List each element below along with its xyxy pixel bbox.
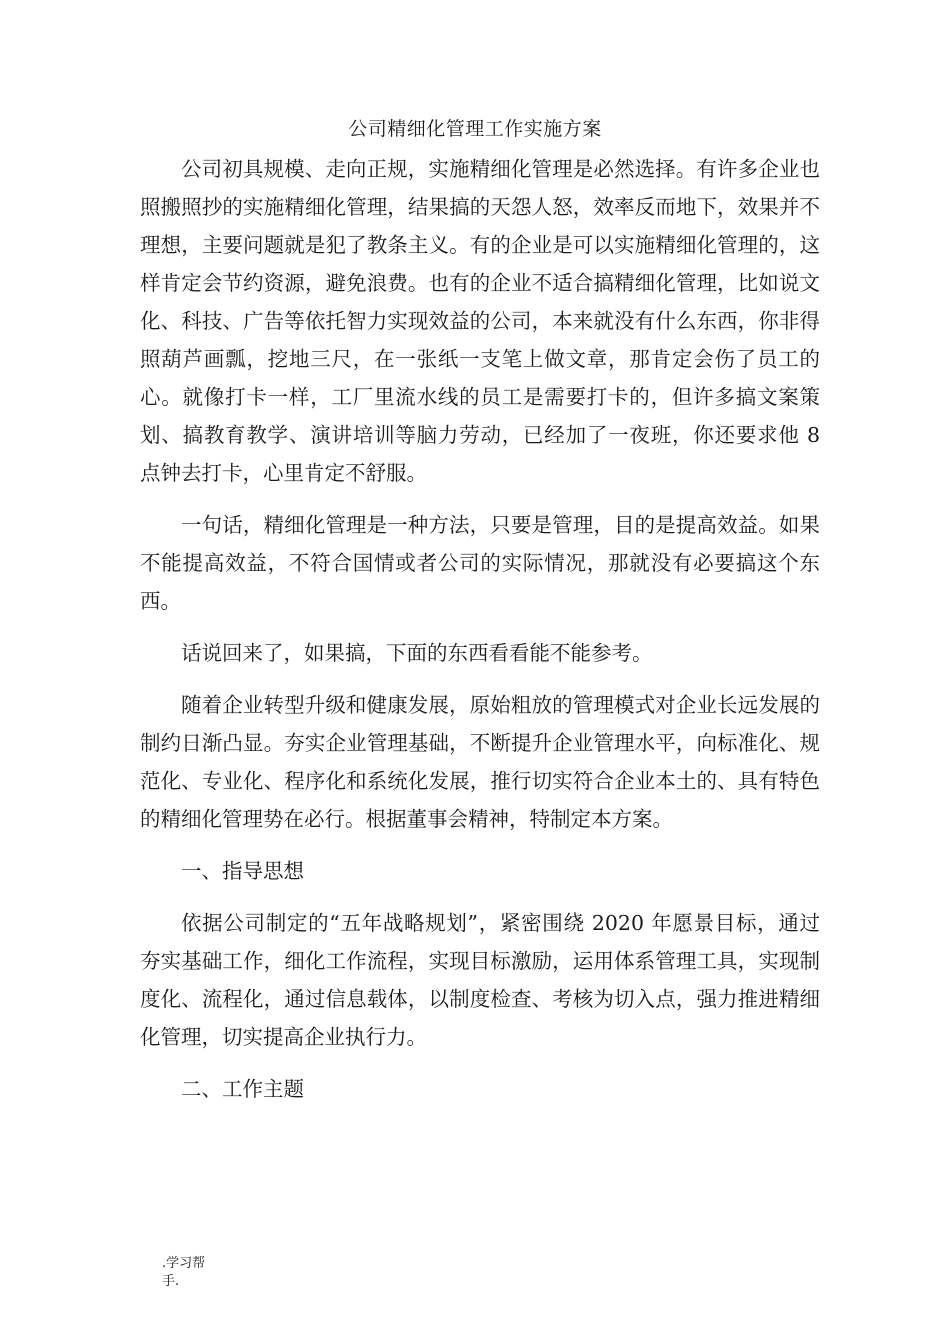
paragraph-intro: 公司初具规模、走向正规，实施精细化管理是必然选择。有许多企业也照搬照抄的实施精细化管理，结果搞的天怨人怒，效率反而地下，效果并不理想，主要问题就是犯了教条主义。有的企业是可以实施精细化管理的，这样肯定会节约资源，避免浪费。也有的企业不适合搞精细化管理，比如说文化、科技、广告等依托智力实现效益的公司，本来就没有什么东西，你非得照葫芦画瓢，挖地三尺，在一张纸一支笔上做文章，那肯定会伤了员工的心。就像打卡一样，工厂里流水线的员工是需要打卡的，但许多搞文案策划、搞教育教学、演讲培训等脑力劳动，已经加了一夜班，你还要求他 8 点钟去打卡，心里肯定不舒服。 bbox=[140, 157, 820, 485]
section-heading-work-theme: 二、工作主题 bbox=[181, 1077, 304, 1101]
footer-line-2: 手. bbox=[162, 1274, 180, 1289]
footer-line-1: .学习帮 bbox=[162, 1256, 206, 1271]
section-heading-guiding-ideology: 一、指导思想 bbox=[181, 859, 304, 883]
paragraph-background: 随着企业转型升级和健康发展，原始粗放的管理模式对企业长远发展的制约日渐凸显。夯实企业管理基础，不断提升企业管理水平，向标准化、规范化、专业化、程序化和系统化发展，推行切实符合企业本土的、具有特色的精细化管理势在必行。根据董事会精神，特制定本方案。 bbox=[140, 693, 820, 831]
document-title: 公司精细化管理工作实施方案 bbox=[348, 118, 602, 140]
paragraph-transition: 话说回来了，如果搞，下面的东西看看能不能参考。 bbox=[181, 641, 653, 665]
paragraph-guiding-ideology: 依据公司制定的“五年战略规划”，紧密围绕 2020 年愿景目标，通过夯实基础工作，细化工作流程，实现目标激励，运用体系管理工具，实现制度化、流程化，通过信息载体，以制度检查、考核为切入点，强力推进精细化管理，切实提高企业执行力。 bbox=[140, 911, 820, 1049]
paragraph-summary: 一句话，精细化管理是一种方法，只要是管理，目的是提高效益。如果不能提高效益，不符合国情或者公司的实际情况，那就没有必要搞这个东西。 bbox=[140, 513, 820, 613]
page-footer bbox=[162, 1255, 222, 1291]
document-body bbox=[140, 150, 820, 1122]
